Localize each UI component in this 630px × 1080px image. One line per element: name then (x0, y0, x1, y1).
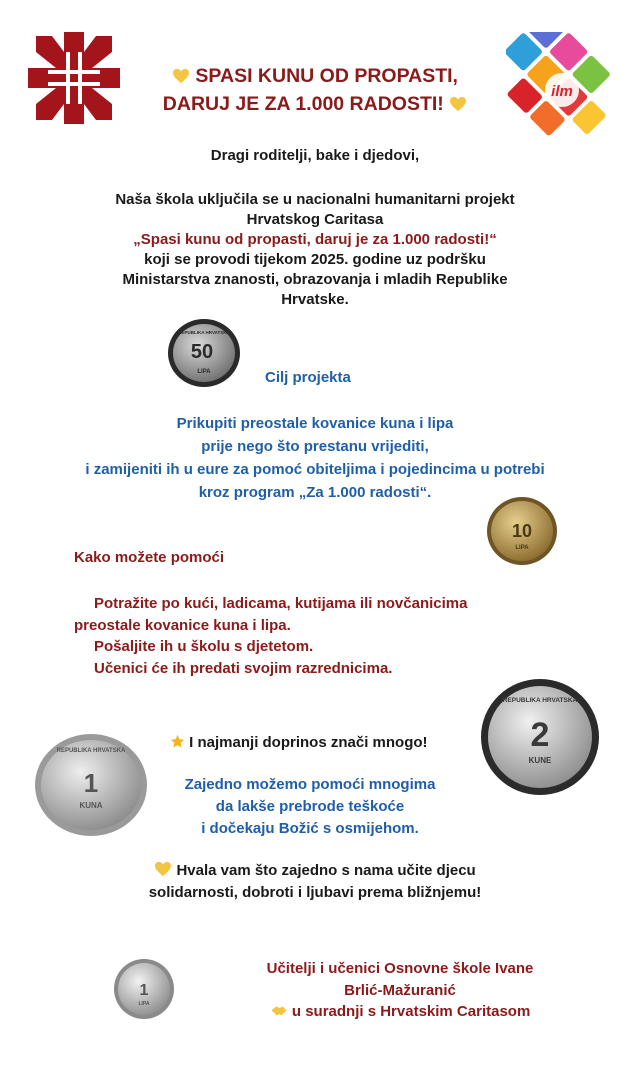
intro-line: koji se provodi tijekom 2025. godine uz podršku (144, 251, 486, 268)
goal-line: prije nego što prestanu vrijediti, (201, 438, 429, 455)
help-line: preostale kovanice kuna i lipa. (74, 616, 291, 634)
handshake-icon (270, 1004, 288, 1018)
coin-unit: LIPA (515, 545, 529, 551)
help-line: Potražite po kući, ladicama, kutijama ili novčanicima (94, 595, 468, 612)
coin-value: 50 (190, 341, 214, 363)
contribution-headline: I najmanji doprinos znači mnogo! (170, 733, 428, 753)
help-line: Pošaljite ih u školu s djetetom. (94, 638, 314, 655)
contribution-line: i dočekaju Božić s osmijehom. (201, 820, 419, 837)
coin-1-kuna (30, 730, 152, 840)
help-line: Učenici će ih predati svojim razrednicima. (94, 659, 393, 677)
goal-paragraph (30, 412, 600, 504)
intro-line: Hrvatske. (281, 291, 349, 308)
project-quote: „Spasi kunu od propasti, daruj je za 1.000 radosti!“ (133, 231, 497, 248)
coin-unit: LIPA (197, 369, 211, 375)
coin-1-lipa (113, 958, 175, 1020)
coin-unit: KUNE (528, 756, 552, 765)
yellow-heart-icon (449, 96, 467, 112)
contribution-line: da lakše prebrode teškoće (215, 798, 405, 815)
intro-line: Ministarstva znanosti, obrazovanja i mladih Republike (122, 271, 508, 288)
coin-value: 1 (83, 768, 99, 798)
signature-line: Učitelji i učenici Osnovne škole Ivane (266, 960, 534, 977)
coin-inscription: REPUBLIKA HRVATSKA (178, 330, 230, 335)
help-paragraph (74, 593, 467, 679)
goal-line: i zamijeniti ih u eure za pomoć obiteljima i pojedincima u potrebi (85, 461, 545, 478)
coin-10-lipa (486, 496, 558, 566)
puzzle-logo (506, 32, 610, 138)
intro-line: Naša škola uključila se u nacionalni humanitarni projekt (115, 191, 515, 208)
coin-50-lipa (167, 318, 241, 388)
yellow-heart-icon (154, 861, 172, 877)
coin-value: 1 (139, 982, 149, 999)
goal-line: Prikupiti preostale kovanice kuna i lipa (176, 415, 454, 432)
intro-paragraph (60, 190, 570, 310)
greeting: Dragi roditelji, bake i djedovi, (210, 147, 420, 164)
thanks-paragraph: Hvala vam što zajedno s nama učite djecu solidarnosti, dobroti i ljubavi prema bližnjemu! (80, 860, 550, 904)
goal-heading: Cilj projekta (265, 369, 351, 386)
page-title: SPASI KUNU OD PROPASTI, DARUJ JE ZA 1.000 RADOSTI! (130, 62, 500, 118)
coin-unit: LIPA (138, 1001, 150, 1007)
coin-unit: KUNA (79, 801, 103, 810)
logo-text: ilm (551, 83, 573, 100)
contribution-line: Zajedno možemo pomoći mnogima (184, 776, 436, 793)
yellow-heart-icon (172, 68, 190, 84)
thanks-line: solidarnosti, dobroti i ljubavi prema bližnjemu! (148, 884, 482, 901)
contribution-paragraph (150, 774, 470, 840)
intro-line: Hrvatskog Caritasa (246, 211, 384, 228)
star-icon (170, 734, 185, 749)
caritas-logo (28, 32, 120, 124)
signature-line: Brlić-Mažuranić (344, 981, 456, 999)
coin-inscription: REPUBLIKA HRVATSKA (56, 748, 126, 754)
goal-line: kroz program „Za 1.000 radosti“. (198, 484, 432, 501)
signature: Učitelji i učenici Osnovne škole Ivane Brlić-Mažuranić u suradnji s Hrvatskim Caritasom (230, 958, 570, 1023)
coin-2-kune (480, 678, 600, 796)
help-heading: Kako možete pomoći (74, 549, 225, 566)
coin-inscription: REPUBLIKA HRVATSKA (502, 697, 578, 704)
coin-value: 10 (511, 521, 533, 541)
coin-value: 2 (530, 716, 550, 754)
